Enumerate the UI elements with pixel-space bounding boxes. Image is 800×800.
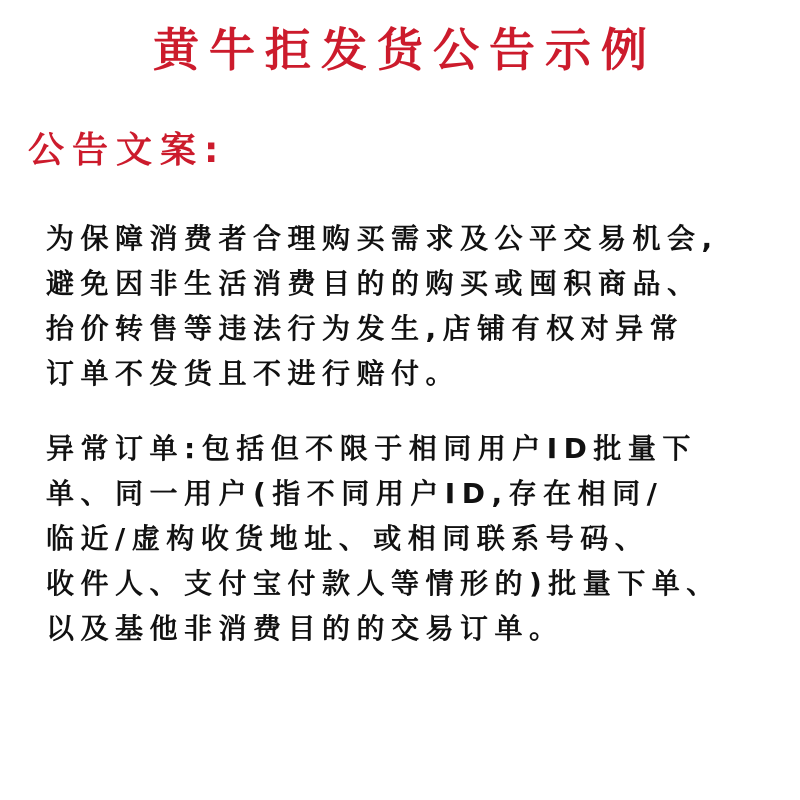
paragraph-line: 临近/虚构收货地址、或相同联系号码、 [46,522,650,555]
page-title: 黄牛拒发货公告示例 [153,23,657,77]
paragraph-line: 抬价转售等违法行为发生,店铺有权对异常 [46,312,685,345]
paragraph-line: 收件人、支付宝付款人等情形的)批量下单、 [46,567,721,600]
paragraph-line: 避免因非生活消费目的的购买或囤积商品、 [46,267,702,300]
section-heading: 公告文案: [28,130,227,171]
paragraph-line: 为保障消费者合理购买需求及公平交易机会, [46,222,719,255]
paragraph-line: 单、同一用户(指不同用户ID,存在相同/ [46,477,664,510]
paragraph-line: 异常订单:包括但不限于相同用户ID批量下 [46,432,697,465]
announcement-paragraph-policy [46,216,786,396]
announcement-paragraph-abnormal-orders [46,426,786,651]
paragraph-line: 订单不发货且不进行赔付。 [46,357,461,390]
paragraph-line: 以及基他非消费目的的交易订单。 [46,612,564,645]
